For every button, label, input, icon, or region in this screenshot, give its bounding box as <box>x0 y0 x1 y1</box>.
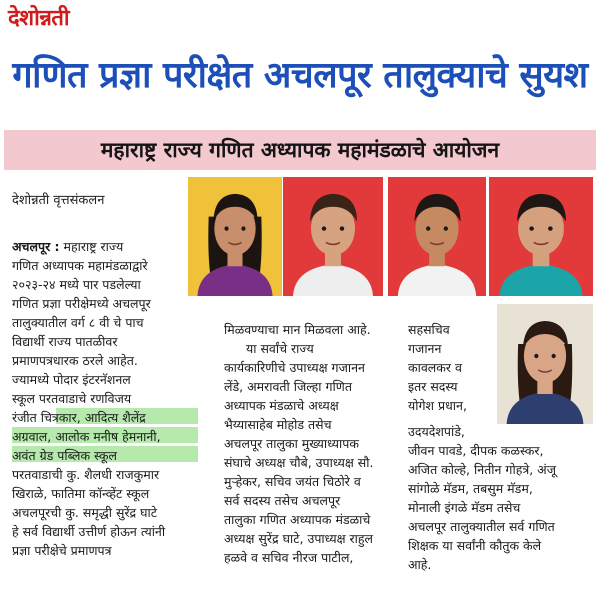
article-line: लेंडे, अमरावती जिल्हा गणित <box>224 379 352 394</box>
article-line: सर्व सदस्य तसेच अचलपूर <box>224 493 341 508</box>
article-line: ज्यामध्ये पोदार इंटरनॅशनल <box>12 372 131 387</box>
eye <box>340 226 344 230</box>
article-column-1 <box>12 237 197 560</box>
article-line: योगेश प्रधान, <box>408 398 467 413</box>
article-line: रंजीत चित्रकार, आदित्य शैलेंद्र <box>12 410 146 425</box>
article-line: इतर सदस्य <box>408 379 458 394</box>
article-line: शिक्षक या सर्वांनी कौतुक केले <box>408 538 542 553</box>
article-line: मोनाली इंगळे मॅडम तसेच <box>408 500 521 515</box>
student-photo-5 <box>497 304 593 424</box>
article-line: जीवन पावडे, दीपक कळस्कर, <box>408 443 544 458</box>
article-line: अचलपूर तालुका मुख्याध्यापक <box>224 436 359 451</box>
article-line: भैय्यासाहेब मोहोड तसेच <box>224 417 332 432</box>
eye <box>534 354 538 358</box>
article-line: अचलपूर : महाराष्ट्र राज्य <box>12 239 124 254</box>
article-line: मिळवण्याचा मान मिळवला आहे. <box>224 322 371 337</box>
article-column-3 <box>408 320 496 415</box>
article-line: या सर्वांचे राज्य <box>246 341 314 356</box>
masthead-logo: देशोन्नती <box>8 6 70 31</box>
article-line: संघाचे अध्यक्ष चौबे, उपाध्यक्ष सौ. <box>224 455 374 470</box>
article-line: हळवे व सचिव नीरज पाटील, <box>224 550 354 565</box>
article-line: गजानन <box>408 341 442 356</box>
article-line: प्रज्ञा परीक्षेचे प्रमाणपत्र <box>12 543 112 558</box>
student-photo-3 <box>388 177 486 296</box>
student-photo-2 <box>283 177 383 296</box>
article-line: अध्यापक मंडळाचे अध्यक्ष <box>224 398 339 413</box>
eye <box>529 226 534 230</box>
eye <box>426 226 430 230</box>
article-line: कार्यकारिणीचे उपाध्यक्ष गजानन <box>224 360 365 375</box>
article-line: हे सर्व विद्यार्थी उत्तीर्ण होऊन त्यांनी <box>12 524 166 539</box>
article-line: कावलकर व <box>408 360 462 375</box>
eye <box>224 226 228 230</box>
subheadline: महाराष्ट्र राज्य गणित अध्यापक महामंडळाचे आयोजन <box>100 138 500 162</box>
article-line: उदयदेशपांडे, <box>408 424 465 439</box>
eye <box>552 354 556 358</box>
article-line: अचलपूरची कु. समृद्धी सुरेंद्र घाटे <box>12 505 158 520</box>
article-line: मुऱ्हेकर, सचिव जयंत चिठोरे व <box>224 474 361 489</box>
article-line: तालुक्यातील वर्ग ८ वी चे पाच <box>12 315 144 330</box>
news-credit: देशोन्नती वृत्तसंकलन <box>12 193 105 208</box>
article-line: खिराळे, फातिमा कॉन्व्हेंट स्कूल <box>12 486 150 501</box>
headline: गणित प्रज्ञा परीक्षेत अचलपूर तालुक्याचे सुयश <box>12 55 588 96</box>
article-line: अवंत ग्रेड पब्लिक स्कूल <box>12 448 117 463</box>
article-line: अचलपूर तालुक्यातील सर्व गणित <box>408 519 555 534</box>
article-column-2 <box>224 320 394 567</box>
article-line: अजित कोल्हे, नितीन गोहत्रे, अंजू <box>408 462 557 477</box>
student-photo-1 <box>188 177 282 296</box>
article-line: अध्यक्ष सुरेंद्र घाटे, उपाध्यक्ष राहुल <box>224 531 374 546</box>
eye <box>241 226 245 230</box>
article-line: सांगोळे मॅडम, तबसुम मॅडम, <box>408 481 533 496</box>
article-line: स्कूल परतवाडाचे रणविजय <box>12 391 132 406</box>
article-line: गणित प्रज्ञा परीक्षेमध्ये अचलपूर <box>12 296 151 311</box>
article-line: तालुका गणित अध्यापक मंडळाचे <box>224 512 371 527</box>
eye <box>548 226 553 230</box>
article-line: परतवाडाची कु. शैलधी राजकुमार <box>12 467 160 482</box>
article-line: गणित अध्यापक महामंडळाद्वारे <box>12 258 148 273</box>
eye <box>444 226 448 230</box>
article-line: प्रमाणपत्रधारक ठरले आहेत. <box>12 353 138 368</box>
eye <box>322 226 326 230</box>
article-column-3-continued <box>408 422 593 574</box>
dateline: अचलपूर : <box>12 239 60 254</box>
article-line: आहे. <box>408 557 432 572</box>
article-line: अग्रवाल, आलोक मनीष हेमनानी, <box>12 429 161 444</box>
student-photo-4 <box>489 177 593 296</box>
article-line: सहसचिव <box>408 322 450 337</box>
article-line: २०२३-२४ मध्ये पार पडलेल्या <box>12 277 141 292</box>
article-line: विद्यार्थी राज्य पातळीवर <box>12 334 118 349</box>
